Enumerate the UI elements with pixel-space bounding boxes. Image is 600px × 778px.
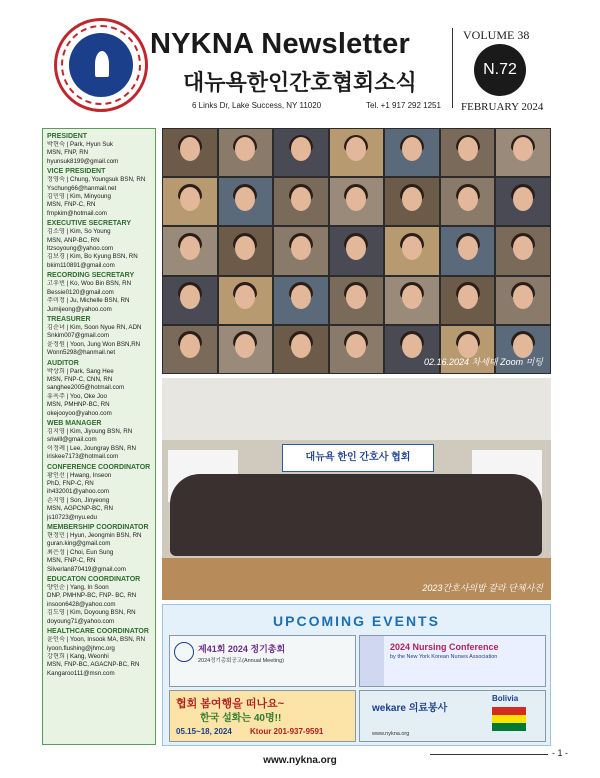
member-email[interactable]: iriskee7173@hotmail.com <box>47 453 119 461</box>
role-heading: WEB MANAGER <box>47 419 102 427</box>
video-tile <box>385 178 439 225</box>
member-credentials: PhD, FNP-C, RN <box>47 480 94 487</box>
role-heading: MEMBERSHIP COORDINATOR <box>47 524 149 532</box>
video-tile <box>219 326 273 373</box>
member-name: 최은성 | Choi, Eun Sung <box>47 548 114 556</box>
zoom-caption: 02.16.2024 차세대 Zoom 미팅 <box>423 357 543 367</box>
member-credentials: MSN, FNP-C, RN <box>47 201 96 209</box>
events-heading: UPCOMING EVENTS <box>273 613 440 629</box>
member-email[interactable]: Snkim007@gmail.com <box>47 332 109 340</box>
footer-rule <box>430 754 548 755</box>
participant-face <box>402 334 422 358</box>
member-email[interactable]: guran.king@gmail.com <box>47 540 111 548</box>
video-tile <box>441 178 495 225</box>
event-spring-trip[interactable] <box>169 690 356 742</box>
member-name: 이정례 | Lee, Joungray BSN, RN <box>47 444 137 452</box>
role-heading: HEALTHCARE COORDINATOR <box>47 628 149 636</box>
logo-emblem <box>69 33 133 97</box>
member-email[interactable]: iyoon.flushing@jhmc.org <box>47 644 115 652</box>
member-credentials: MSN, FNP-BC, AGACNP-BC, RN <box>47 661 140 669</box>
lamp-icon <box>95 51 109 77</box>
group-of-people <box>170 474 542 556</box>
participant-face <box>346 187 366 211</box>
member-name: 김민영 | Kim, Minyoung <box>47 193 111 201</box>
member-name: 김순녀 | Kim, Soon Nyue RN, ADN <box>47 323 142 331</box>
zoom-meeting-photo <box>162 128 551 374</box>
participant-face <box>458 285 478 309</box>
member-credentials: MSN, ANP-BC, RN <box>47 236 100 244</box>
video-tile <box>274 326 328 373</box>
participant-face <box>180 137 200 161</box>
gala-banner-text: 대뉴욕 한인 간호사 협회 <box>305 452 411 463</box>
footer-url[interactable]: www.nykna.org <box>263 755 337 766</box>
participant-face <box>346 285 366 309</box>
logo-icon <box>174 642 194 662</box>
page-number: - 1 - <box>552 748 569 758</box>
role-heading: TREASURER <box>47 315 91 323</box>
member-email[interactable]: ih432001@yahoo.com <box>47 488 110 496</box>
participant-face <box>235 187 255 211</box>
event-subtitle: by the New York Korean Nurses Association <box>390 654 498 660</box>
event-phone: Ktour 201-937-9591 <box>250 727 324 736</box>
masthead <box>0 0 600 122</box>
member-credentials: MSN, FNP-C, CNN, RN <box>47 375 113 383</box>
video-tile <box>330 326 384 373</box>
video-tile <box>385 227 439 274</box>
role-heading: CONFERENCE COORDINATOR <box>47 463 151 471</box>
video-tile <box>330 227 384 274</box>
member-email[interactable]: Bessie0120@gmail.com <box>47 288 114 296</box>
event-subtitle: 한국 설화는 40명!! <box>200 713 282 724</box>
member-name: 김보경 | Kim, Bo Kyung BSN, RN <box>47 253 138 261</box>
video-tile <box>330 178 384 225</box>
member-email[interactable]: Jumijeong@yahoo.com <box>47 305 112 313</box>
video-tile <box>385 277 439 324</box>
member-credentials: MSN, FNP-C, RN <box>47 557 96 565</box>
member-name: 현정민 | Hyun, Jeongmin BSN, RN <box>47 532 142 540</box>
member-name: 윤정원 | Yoon, Jung Won BSN,RN <box>47 340 141 348</box>
member-email[interactable]: hyunsuk8199@gmail.com <box>47 157 119 165</box>
volume-label: VOLUME 38 <box>463 28 530 42</box>
event-annual-meeting[interactable] <box>169 635 356 687</box>
event-title: 협회 봄여행을 떠나요~ <box>176 698 285 710</box>
member-email[interactable]: bkim110891@gmail.com <box>47 261 115 269</box>
event-place: Bolivia <box>492 694 519 703</box>
video-tile <box>385 129 439 176</box>
member-name: 김지영 | Kim, Jiyoung BSN, RN <box>47 427 133 435</box>
video-tile <box>496 178 550 225</box>
participant-face <box>235 236 255 260</box>
gala-banner <box>282 444 434 472</box>
video-tile <box>219 227 273 274</box>
nykna-logo <box>54 18 148 112</box>
role-heading: EXECUTIVE SECRETARY <box>47 220 132 228</box>
participant-face <box>291 285 311 309</box>
member-credentials: MSN, PMHNP-BC, RN <box>47 401 110 409</box>
member-email[interactable]: Kangaroo111@msn.com <box>47 669 115 677</box>
officer-directory <box>42 128 156 745</box>
video-tile <box>274 227 328 274</box>
member-email[interactable]: sanghee2005@hotmail.com <box>47 384 125 392</box>
participant-face <box>346 236 366 260</box>
participant-face <box>346 334 366 358</box>
participant-face <box>346 137 366 161</box>
participant-face <box>291 236 311 260</box>
video-tile <box>163 178 217 225</box>
video-tile <box>441 129 495 176</box>
member-name: 박현숙 | Park, Hyun Suk <box>47 141 113 148</box>
participant-face <box>402 285 422 309</box>
event-title: 2024 Nursing Conference <box>390 642 499 652</box>
video-tile <box>496 227 550 274</box>
video-tile <box>496 129 550 176</box>
video-tile <box>163 129 217 176</box>
member-name: 윤인숙 | Yoon, Insook MA, BSN, RN <box>47 636 146 644</box>
video-tile <box>219 129 273 176</box>
participant-face <box>180 236 200 260</box>
role-heading: AUDITOR <box>47 359 79 367</box>
video-tile <box>274 129 328 176</box>
participant-face <box>291 137 311 161</box>
conference-graphic <box>360 636 384 687</box>
participant-face <box>235 285 255 309</box>
upcoming-events <box>162 604 551 746</box>
video-tile <box>330 277 384 324</box>
video-tile <box>330 129 384 176</box>
video-tile <box>496 277 550 324</box>
member-email[interactable]: frnpkim@hotmail.com <box>47 209 107 217</box>
video-tile <box>219 178 273 225</box>
ceiling <box>162 378 551 440</box>
member-email[interactable]: Yschung66@hanmail.net <box>47 184 117 192</box>
event-title: 제41회 2024 정기총회 <box>198 644 286 654</box>
participant-face <box>402 137 422 161</box>
member-email[interactable]: ltzsoyoung@yahoo.com <box>47 245 114 253</box>
member-credentials: DNP, PMHNP-BC, FNP- BC, RN <box>47 592 137 600</box>
gala-caption: 2023간호사의밤 갈라 단체사진 <box>422 583 543 593</box>
participant-face <box>402 236 422 260</box>
participant-face <box>458 236 478 260</box>
participant-face <box>402 187 422 211</box>
video-tile <box>441 227 495 274</box>
video-tile <box>441 277 495 324</box>
event-title: wekare 의료봉사 <box>372 703 448 714</box>
member-email[interactable]: Wonn5298@hanmail.net <box>47 349 116 357</box>
member-credentials: MSN, AGPCNP-BC, RN <box>47 505 114 513</box>
member-name: 박상희 | Park, Sang Hee <box>47 367 114 375</box>
event-medical-mission[interactable] <box>359 690 546 742</box>
member-email[interactable]: js10723@nyu.edu <box>47 513 97 521</box>
event-date: 05.15~18, 2024 <box>176 727 232 736</box>
event-site: www.nykna.org <box>372 731 410 737</box>
participant-face <box>513 236 533 260</box>
member-name: 주미정 | Ju, Michelle BSN, RN <box>47 297 130 305</box>
address: 6 Links Dr, Lake Success, NY 11020 <box>192 101 322 110</box>
participant-face <box>513 285 533 309</box>
participant-face <box>180 187 200 211</box>
video-tile <box>163 227 217 274</box>
member-email[interactable]: Silverlan870419@gmail.com <box>47 565 126 573</box>
role-heading: PRESIDENT <box>47 133 88 140</box>
member-name: 강현희 | Kang, Weonhi <box>47 652 109 660</box>
participant-face <box>291 187 311 211</box>
video-tile <box>274 277 328 324</box>
member-name: 김도영 | Kim, Doyoung BSN, RN <box>47 609 136 617</box>
member-name: 정영숙 | Chung, Youngsuk BSN, RN <box>47 176 146 184</box>
video-tile <box>163 277 217 324</box>
video-tile <box>219 277 273 324</box>
member-name: 양인순 | Yang, In Soon <box>47 584 109 592</box>
participant-face <box>458 137 478 161</box>
member-credentials: MSN, FNP, RN <box>47 149 89 157</box>
gala-group-photo <box>162 378 551 600</box>
issue-badge: N.72 <box>474 44 526 96</box>
role-heading: EDUCATON COORDINATOR <box>47 576 141 584</box>
member-email[interactable]: doyoung71@yahoo.com <box>47 617 115 625</box>
member-email[interactable]: okejooyoo@yahoo.com <box>47 409 112 417</box>
member-name: 고우빈 | Ko, Woo Bin BSN, RN <box>47 280 132 288</box>
member-email[interactable]: insoon6428@yahoo.com <box>47 600 116 608</box>
participant-face <box>458 187 478 211</box>
event-nursing-conference[interactable] <box>359 635 546 687</box>
participant-face <box>513 187 533 211</box>
member-name: 김소영 | Kim, So Young <box>47 228 111 236</box>
event-subtitle: 2024정기총회공고(Annual Meeting) <box>198 658 284 664</box>
participant-face <box>235 334 255 358</box>
participant-face <box>291 334 311 358</box>
issue-date: FEBRUARY 2024 <box>461 101 544 113</box>
role-heading: RECORDING SECRETARY <box>47 272 135 280</box>
participant-face <box>180 334 200 358</box>
member-name: 황인선 | Hwang, Inseon <box>47 471 112 479</box>
video-tile <box>274 178 328 225</box>
video-tile <box>163 326 217 373</box>
participant-face <box>180 285 200 309</box>
newsletter-title: NYKNA Newsletter <box>150 28 410 60</box>
member-email[interactable]: sriwill@gmail.com <box>47 436 97 444</box>
newsletter-title-korean: 대뉴욕한인간호협회소식 <box>183 70 417 95</box>
participant-face <box>513 137 533 161</box>
header-divider <box>452 28 453 108</box>
phone: Tel. +1 917 292 1251 <box>366 101 441 110</box>
role-heading: VICE PRESIDENT <box>47 168 106 176</box>
member-name: 유옥주 | Yoo, Oke Joo <box>47 392 107 400</box>
member-name: 손지영 | Son, Jinyeong <box>47 496 110 504</box>
participant-face <box>235 137 255 161</box>
bolivia-flag-icon <box>492 707 526 731</box>
